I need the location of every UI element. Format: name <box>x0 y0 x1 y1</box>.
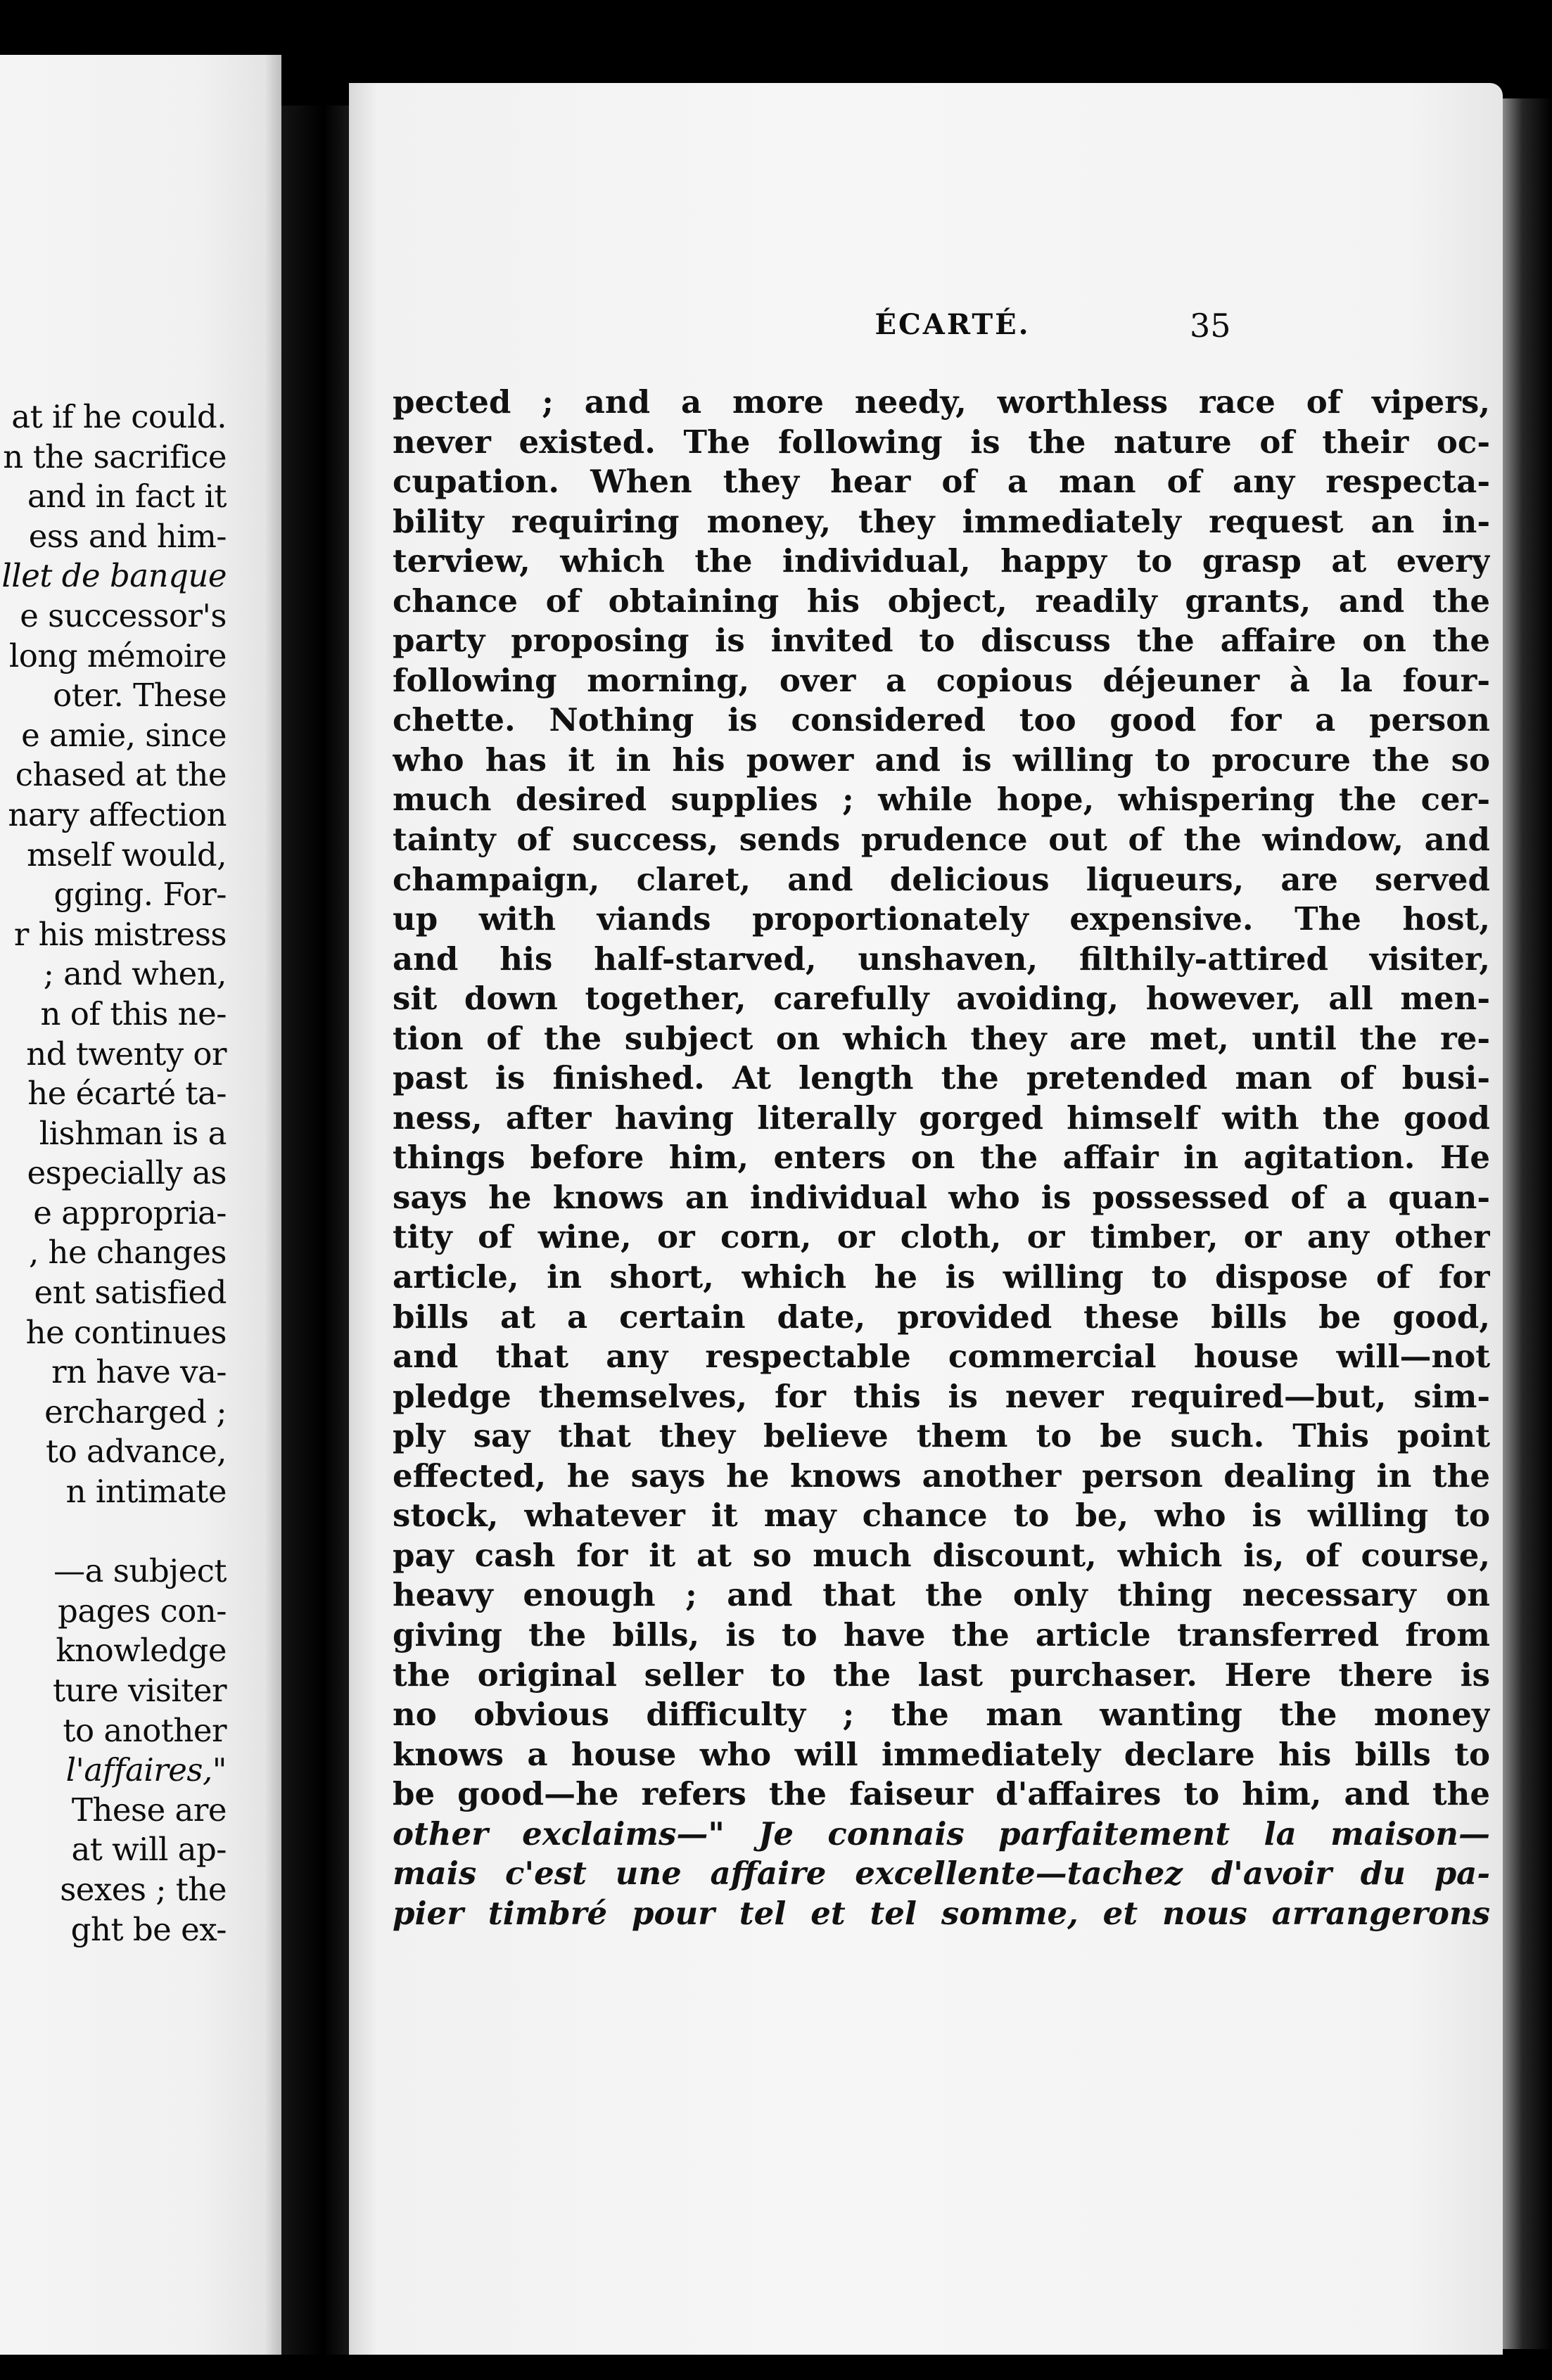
text-line: tion of the subject on which they are met, until the re- <box>393 1019 1490 1057</box>
page-number: 35 <box>1190 307 1231 345</box>
text-line: no obvious difficulty ; the man wanting the money <box>393 1696 1490 1734</box>
text-line: cupation. When they hear of a man of any respecta- <box>393 463 1490 501</box>
left-line: and in fact it <box>27 478 227 516</box>
text-line: following morning, over a copious déjeuner à la four- <box>393 661 1490 699</box>
left-line: to another <box>63 1711 227 1749</box>
text-line: ply say that they believe them to be such. This point <box>393 1417 1490 1455</box>
left-line: at if he could. <box>11 398 227 435</box>
left-line: knowledge <box>56 1632 227 1670</box>
text-line: past is finished. At length the pretended man of busi- <box>393 1059 1490 1097</box>
left-line: llet de banque <box>1 557 227 595</box>
text-line: mais c'est une affaire excellente—tachez d'avoir du pa- <box>393 1855 1490 1893</box>
text-line: champaign, claret, and delicious liqueurs, are served <box>393 860 1490 898</box>
text-line: ness, after having literally gorged himself with the good <box>393 1099 1490 1137</box>
text-line: be good—he refers the faiseur d'affaires to him, and the <box>393 1775 1490 1813</box>
left-line: oter. These <box>53 677 227 715</box>
text-line: pected ; and a more needy, worthless race of vipers, <box>393 383 1490 421</box>
left-line: he écarté ta- <box>27 1075 227 1113</box>
left-line: mself would, <box>27 836 227 874</box>
left-line: ess and him- <box>28 517 227 555</box>
left-line: e successor's <box>20 596 227 634</box>
text-line: things before him, enters on the affair in agitation. He <box>393 1139 1490 1177</box>
left-line: , he changes <box>28 1234 227 1272</box>
left-line: These are <box>71 1791 227 1829</box>
text-line: never existed. The following is the nature of their oc- <box>393 423 1490 461</box>
body-text <box>393 383 1490 1933</box>
text-line: sit down together, carefully avoiding, however, all men- <box>393 980 1490 1018</box>
text-line: effected, he says he knows another person dealing in the <box>393 1457 1490 1495</box>
text-line: pier timbré pour tel et tel somme, et nous arrangerons <box>393 1894 1490 1932</box>
left-line: ght be ex- <box>70 1910 227 1948</box>
text-line: and his half-starved, unshaven, filthily-attired visiter, <box>393 940 1490 978</box>
text-line: pledge themselves, for this is never required—but, sim- <box>393 1377 1490 1415</box>
left-line: rn have va- <box>51 1353 227 1391</box>
text-line: who has it in his power and is willing to procure the so <box>393 741 1490 779</box>
page-edge-shadow <box>1503 98 1552 2349</box>
text-line: heavy enough ; and that the only thing necessary on <box>393 1576 1490 1614</box>
left-line: n of this ne- <box>40 994 227 1032</box>
left-line: especially as <box>27 1154 227 1192</box>
left-line: ; and when, <box>43 955 227 993</box>
left-page-text <box>1 397 227 1950</box>
text-line: the original seller to the last purchaser. Here there is <box>393 1656 1490 1694</box>
text-line: bility requiring money, they immediately request an in- <box>393 502 1490 540</box>
left-line: long mémoire <box>8 636 227 674</box>
text-line: pay cash for it at so much discount, which is, of course, <box>393 1536 1490 1574</box>
left-line: gging. For- <box>53 876 227 914</box>
left-line: ent satisfied <box>34 1274 227 1312</box>
left-line-gap <box>1 1512 227 1552</box>
left-line: —a subject <box>53 1552 227 1590</box>
text-line: other exclaims—" Je connais parfaitement la maison— <box>393 1815 1490 1853</box>
text-line: party proposing is invited to discuss the affaire on the <box>393 622 1490 660</box>
text-line: tity of wine, or corn, or cloth, or timber, or any other <box>393 1218 1490 1256</box>
left-line: he continues <box>25 1313 227 1351</box>
left-line: nary affection <box>8 795 227 833</box>
text-line: chance of obtaining his object, readily grants, and the <box>393 582 1490 620</box>
text-line: giving the bills, is to have the article transferred from <box>393 1616 1490 1653</box>
left-line: pages con- <box>58 1592 227 1630</box>
scan-background-top <box>0 0 1552 55</box>
text-line: tainty of success, sends prudence out of the window, and <box>393 821 1490 859</box>
right-page <box>349 83 1503 2367</box>
left-line: n the sacrifice <box>3 437 227 475</box>
left-line: n intimate <box>65 1473 227 1511</box>
text-line: says he knows an individual who is possessed of a quan- <box>393 1178 1490 1216</box>
left-line: sexes ; the <box>60 1870 227 1908</box>
left-line: ture visiter <box>52 1672 227 1709</box>
text-line: bills at a certain date, provided these bills be good, <box>393 1298 1490 1336</box>
text-line: and that any respectable commercial house will—not <box>393 1338 1490 1376</box>
text-line: up with viands proportionately expensive. The host, <box>393 900 1490 938</box>
scan-background-bottom <box>0 2355 1552 2380</box>
left-page-fragment <box>0 55 281 2355</box>
left-line: lishman is a <box>39 1114 227 1152</box>
running-title: ÉCARTÉ. <box>874 308 1031 341</box>
text-line: much desired supplies ; while hope, whispering the cer- <box>393 781 1490 819</box>
text-line: stock, whatever it may chance to be, who is willing to <box>393 1497 1490 1535</box>
left-line: e appropria- <box>33 1194 227 1231</box>
text-line: terview, which the individual, happy to grasp at every <box>393 542 1490 580</box>
left-line: chased at the <box>15 756 227 794</box>
text-line: chette. Nothing is considered too good for a person <box>393 701 1490 739</box>
left-line: e amie, since <box>21 716 227 754</box>
left-line: l'affaires," <box>65 1751 227 1789</box>
text-line: article, in short, which he is willing to dispose of for <box>393 1258 1490 1296</box>
left-line: to advance, <box>46 1433 227 1471</box>
left-line: nd twenty or <box>26 1035 227 1073</box>
book-gutter <box>281 105 352 2377</box>
left-line: r his mistress <box>13 915 227 953</box>
left-line: at will ap- <box>71 1831 227 1869</box>
left-line: ercharged ; <box>44 1393 227 1431</box>
text-line: knows a house who will immediately declare his bills to <box>393 1735 1490 1773</box>
